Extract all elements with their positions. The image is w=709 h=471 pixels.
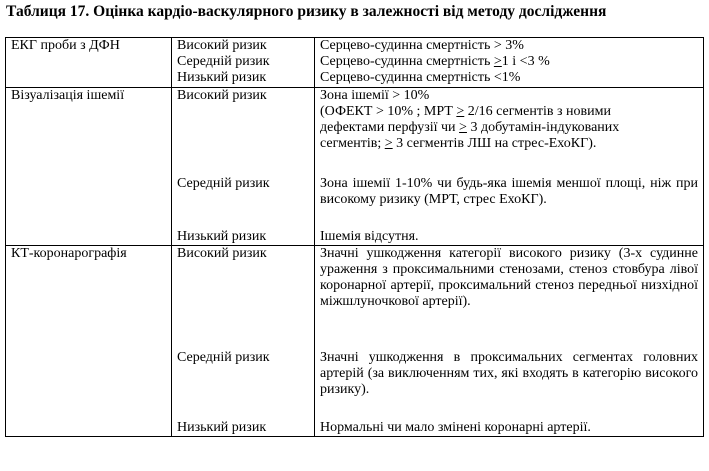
risk-medium-label: Середній ризик <box>177 175 270 191</box>
ge-symbol: > <box>459 120 467 136</box>
description-cell-ct-medium: Значні ушкодження в проксимальних сегментах головних артерій (за виключенням тих, які входять в категорію високого ризику). <box>315 350 704 420</box>
description-low: Серцево-судинна смертність <1% <box>320 70 521 86</box>
risk-medium-label: Середній ризик <box>177 349 270 365</box>
risk-cell-ct-medium <box>172 350 315 420</box>
method-cell-ecg <box>6 38 172 88</box>
ge-symbol: > <box>456 103 465 119</box>
risk-low-label: Низький ризик <box>177 228 267 244</box>
description-high: Серцево-судинна смертність > 3% <box>320 38 524 53</box>
risk-low-label: Низький ризик <box>177 419 267 435</box>
method-label: ЕКГ проби з ДФН <box>11 38 120 53</box>
description-cell-imaging-medium: Зона ішемії 1-10% чи будь-яка ішемія меншої площі, ніж при високому ризику (МРТ, стрес ЕхоКГ). <box>315 176 704 229</box>
risk-cell-imaging-low <box>172 229 315 246</box>
method-label: КТ-коронарографія <box>11 245 127 261</box>
method-cell-imaging <box>6 87 172 245</box>
risk-cell-ct-low <box>172 420 315 437</box>
risk-cell-imaging-medium <box>172 176 315 229</box>
description-cell-ct-low: Нормальні чи мало змінені коронарні артерії. <box>315 420 704 437</box>
risk-cell-imaging-high <box>172 87 315 176</box>
table-title: Таблиця 17. Оцінка кардіо-васкулярного ризику в залежності від методу дослідження <box>6 3 607 20</box>
table-row-imaging-high <box>6 87 704 176</box>
ge-symbol: > <box>384 136 393 152</box>
risk-cell-ct-high <box>172 245 315 350</box>
risk-table <box>5 37 704 437</box>
method-label: Візуалізація ішемії <box>11 87 125 103</box>
table-row-ecg <box>6 38 704 88</box>
ge-symbol: > <box>493 54 502 70</box>
risk-low-label: Низький ризик <box>177 70 267 86</box>
risk-high-label: Високий ризик <box>177 38 267 53</box>
description-cell-imaging-high: Зона ішемії > 10% (ОФЕКТ > 10% ; МРТ > 2/16 сегментів з новими дефектами перфузії чи > 3 добутамін-індукованих сегментів; > 3 сегментів ЛШ на стрес-ЕхоКГ). <box>315 87 704 176</box>
risk-medium-label: Середній ризик <box>177 54 270 70</box>
risk-high-label: Високий ризик <box>177 245 267 261</box>
risk-high-label: Високий ризик <box>177 87 267 103</box>
method-cell-ct <box>6 245 172 436</box>
risk-cell-ecg <box>172 38 315 88</box>
description-medium: Серцево-судинна смертність >1 і <3 % <box>320 54 550 70</box>
table-row-ct-high <box>6 245 704 350</box>
description-cell-ct-high: Значні ушкодження категорії високого ризику (3-х судинне ураження з проксимальними стенозами, стеноз стовбура лівої коронарної артерії, проксимальний стеноз передньої низхідної міжшлуночкової артерії). <box>315 245 704 350</box>
description-cell-ecg <box>315 38 704 88</box>
description-cell-imaging-low: Ішемія відсутня. <box>315 229 704 246</box>
